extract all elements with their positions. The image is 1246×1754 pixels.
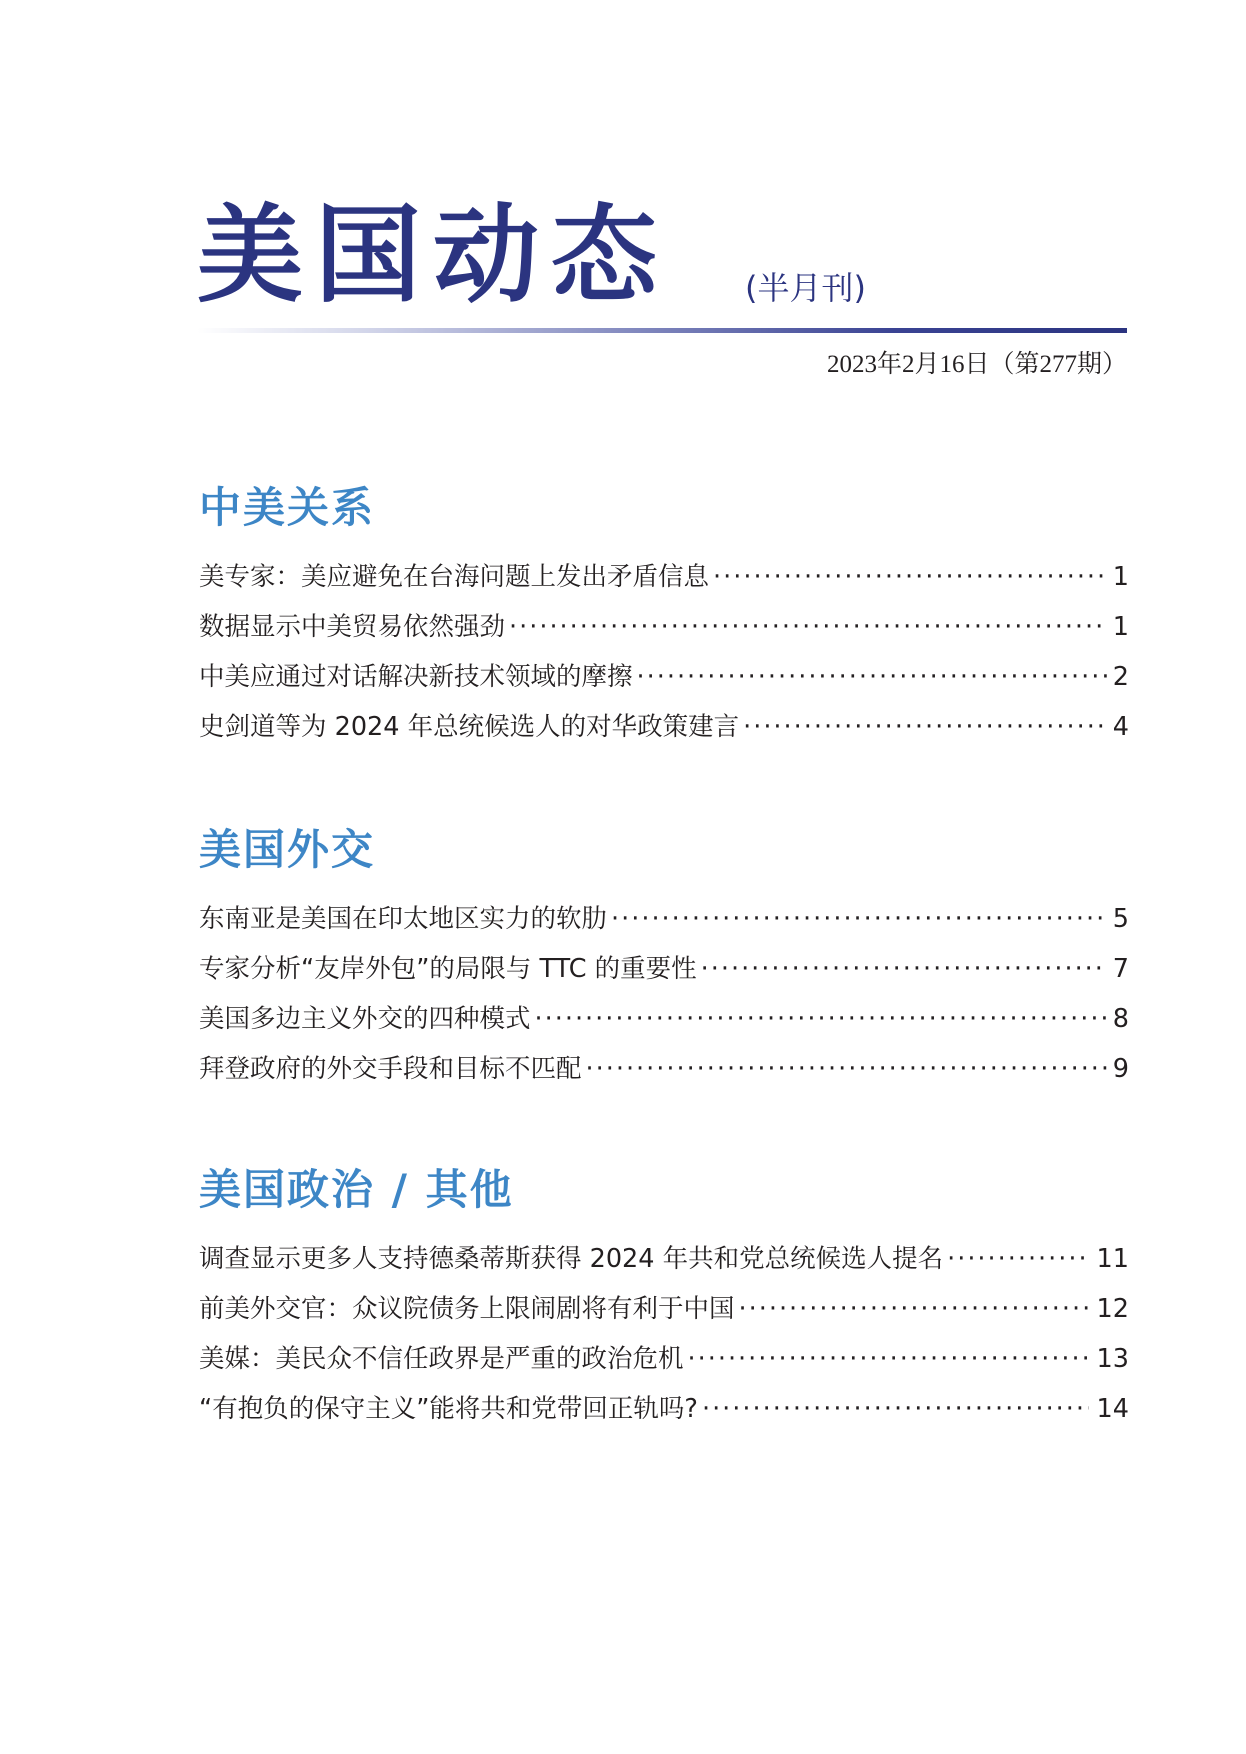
toc-entry-page: 14 (1096, 1394, 1129, 1424)
toc-section-us-diplomacy (199, 822, 1129, 1094)
issue-date: 2023年2月16日（第277期） (826, 351, 1127, 378)
toc-entry-page: 9 (1112, 1054, 1129, 1084)
dot-leader (688, 1334, 1089, 1384)
toc-entry-page: 8 (1112, 1004, 1129, 1034)
toc-list (199, 1234, 1129, 1434)
dot-leader (586, 1044, 1107, 1094)
toc-entry-title: 专家分析“友岸外包”的局限与 TTC 的重要性 (199, 954, 697, 984)
toc-entry[interactable] (199, 994, 1129, 1044)
section-heading: 中美关系 (199, 483, 376, 532)
section-heading: 美国外交 (199, 825, 376, 874)
publication-frequency: (半月刊) (745, 269, 866, 307)
toc-entry[interactable] (199, 1384, 1129, 1434)
toc-entry-page: 1 (1112, 562, 1129, 592)
toc-entry-title: 美专家：美应避免在台海问题上发出矛盾信息 (199, 562, 710, 592)
toc-entry-title: “有抱负的保守主义”能将共和党带回正轨吗? (199, 1394, 698, 1424)
dot-leader (739, 1284, 1089, 1334)
toc-entry-page: 13 (1096, 1344, 1129, 1374)
toc-entry-page: 4 (1112, 712, 1129, 742)
dot-leader (509, 602, 1107, 652)
section-heading: 美国政治 / 其他 (199, 1165, 514, 1214)
toc-entry-page: 11 (1096, 1244, 1129, 1274)
publication-title: 美国动态 (197, 194, 669, 317)
toc-entry[interactable] (199, 1044, 1129, 1094)
dot-leader (947, 1234, 1089, 1284)
toc-entry-page: 12 (1096, 1294, 1129, 1324)
toc-entry-title: 东南亚是美国在印太地区实力的软肋 (199, 904, 608, 934)
toc-entry-title: 调查显示更多人支持德桑蒂斯获得 2024 年共和党总统候选人提名 (199, 1244, 944, 1274)
dot-leader (535, 994, 1107, 1044)
toc-entry[interactable] (199, 894, 1129, 944)
toc-entry-title: 史剑道等为 2024 年总统候选人的对华政策建言 (199, 712, 740, 742)
dot-leader (743, 702, 1107, 752)
dot-leader (701, 944, 1107, 994)
toc-entry-title: 美国多边主义外交的四种模式 (199, 1004, 531, 1034)
toc-entry-page: 2 (1112, 662, 1129, 692)
toc-section-china-us-relations (199, 480, 1129, 752)
toc-entry-title: 美媒：美民众不信任政界是严重的政治危机 (199, 1344, 684, 1374)
masthead (197, 196, 1127, 326)
masthead-rule (197, 328, 1127, 333)
toc-entry[interactable] (199, 702, 1129, 752)
toc-entry[interactable] (199, 944, 1129, 994)
dot-leader (637, 652, 1107, 702)
toc-entry-page: 1 (1112, 612, 1129, 642)
toc-entry-title: 数据显示中美贸易依然强劲 (199, 612, 506, 642)
toc-entry[interactable] (199, 552, 1129, 602)
toc-entry-title: 拜登政府的外交手段和目标不匹配 (199, 1054, 582, 1084)
dot-leader (702, 1384, 1089, 1434)
toc-entry[interactable] (199, 1284, 1129, 1334)
toc-entry[interactable] (199, 652, 1129, 702)
dot-leader (713, 552, 1107, 602)
toc-entry-page: 7 (1112, 954, 1129, 984)
toc-list (199, 894, 1129, 1094)
toc-entry[interactable] (199, 1234, 1129, 1284)
toc-entry-title: 中美应通过对话解决新技术领域的摩擦 (199, 662, 633, 692)
toc-entry-page: 5 (1112, 904, 1129, 934)
toc-entry[interactable] (199, 1334, 1129, 1384)
toc-list (199, 552, 1129, 752)
toc-section-us-politics-other (199, 1162, 1129, 1434)
toc-entry[interactable] (199, 602, 1129, 652)
dot-leader (611, 894, 1107, 944)
toc-entry-title: 前美外交官：众议院债务上限闹剧将有利于中国 (199, 1294, 735, 1324)
